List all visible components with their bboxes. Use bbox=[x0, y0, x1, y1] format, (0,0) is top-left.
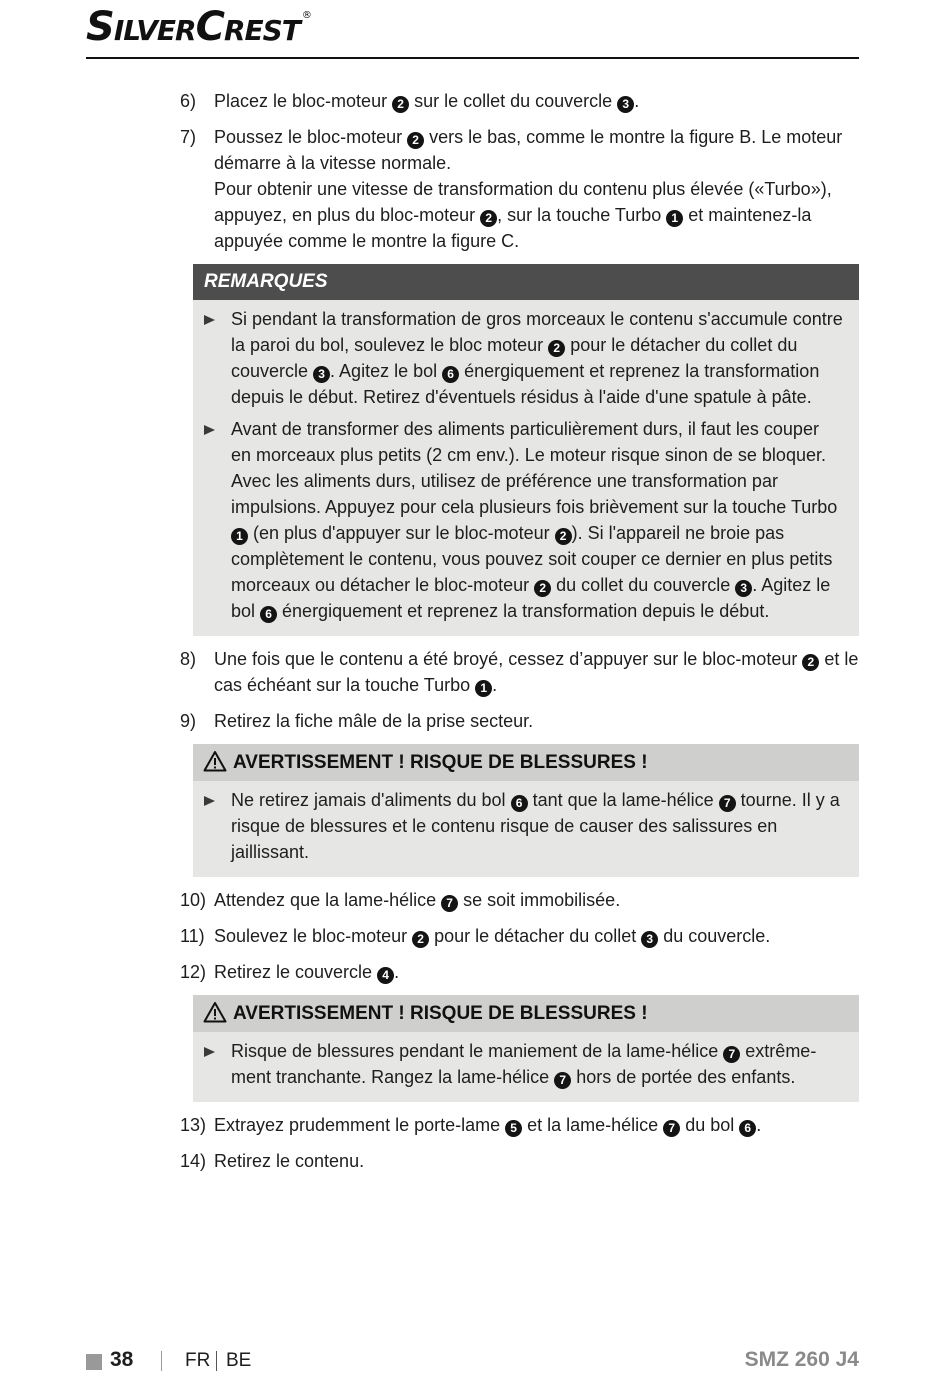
ref-6-badge: 6 bbox=[739, 1120, 756, 1137]
step-8: 8) Une fois que le contenu a été broyé, cessez d’appuyer sur le bloc-moteur 2 et le cas échéant sur la touche Turbo 1 . bbox=[180, 646, 860, 698]
step-10: 10) Attendez que la lame-hélice 7 se soit immobilisée. bbox=[180, 887, 860, 913]
remarks-box bbox=[193, 264, 859, 636]
warning-item: Risque de blessures pendant le maniement de la lame-hélice 7 extrême-ment tranchante. Rangez la lame-hélice 7 hors de portée des enfants. bbox=[203, 1038, 843, 1090]
language-code-be: BE bbox=[226, 1350, 252, 1371]
ref-3-badge: 3 bbox=[641, 931, 658, 948]
step-12: 12) Retirez le couvercle 4 . bbox=[180, 959, 860, 985]
step-9: 9) Retirez la fiche mâle de la prise secteur. bbox=[180, 708, 860, 734]
ref-4-badge: 4 bbox=[377, 967, 394, 984]
ref-3-badge: 3 bbox=[735, 580, 752, 597]
page-number: 38 bbox=[110, 1348, 134, 1371]
warning-title: AVERTISSEMENT ! RISQUE DE BLESSURES ! bbox=[193, 995, 859, 1032]
ref-6-badge: 6 bbox=[511, 795, 528, 812]
remarks-title: REMARQUES bbox=[193, 264, 859, 300]
warning-title: AVERTISSEMENT ! RISQUE DE BLESSURES ! bbox=[193, 744, 859, 781]
bullet-arrow-icon bbox=[204, 796, 215, 806]
step-number: 7) bbox=[180, 127, 197, 147]
ref-7-badge: 7 bbox=[441, 895, 458, 912]
bullet-arrow-icon bbox=[204, 1047, 215, 1057]
ref-2-badge: 2 bbox=[548, 340, 565, 357]
step-number: 12) bbox=[180, 962, 207, 982]
ref-7-badge: 7 bbox=[663, 1120, 680, 1137]
step-number: 6) bbox=[180, 91, 197, 111]
ref-5-badge: 5 bbox=[505, 1120, 522, 1137]
ref-2-badge: 2 bbox=[480, 210, 497, 227]
ref-1-badge: 1 bbox=[666, 210, 683, 227]
step-7: 7) Poussez le bloc-moteur 2 vers le bas, comme le montre la figure B. Le moteur démarre à la vitesse normale. Pour obtenir une vitesse de transformation du contenu plus élevée («Turbo»), appuyez, en plus du bloc-moteur 2 , sur la touche Turbo 1 et maintenez-la appuyée comme le montre la figure C. bbox=[180, 124, 860, 254]
step-11: 11) Soulevez le bloc-moteur 2 pour le détacher du collet 3 du couvercle. bbox=[180, 923, 860, 949]
step-number: 13) bbox=[180, 1115, 207, 1135]
manual-content bbox=[180, 88, 860, 1184]
step-13: 13) Extrayez prudemment le porte-lame 5 et la lame-hélice 7 du bol 6 . bbox=[180, 1112, 860, 1138]
ref-2-badge: 2 bbox=[412, 931, 429, 948]
step-number: 8) bbox=[180, 649, 197, 669]
step-number: 10) bbox=[180, 890, 207, 910]
ref-6-badge: 6 bbox=[260, 606, 277, 623]
step-6: 6) Placez le bloc-moteur 2 sur le collet du couvercle 3 . bbox=[180, 88, 860, 114]
step-number: 11) bbox=[180, 926, 205, 946]
step-number: 9) bbox=[180, 711, 197, 731]
ref-7-badge: 7 bbox=[554, 1072, 571, 1089]
ref-7-badge: 7 bbox=[719, 795, 736, 812]
step-14: 14) Retirez le contenu. bbox=[180, 1148, 860, 1174]
ref-2-badge: 2 bbox=[802, 654, 819, 671]
bullet-arrow-icon bbox=[204, 315, 215, 325]
ref-3-badge: 3 bbox=[617, 96, 634, 113]
footer-divider bbox=[161, 1351, 162, 1371]
ref-7-badge: 7 bbox=[723, 1046, 740, 1063]
warning-triangle-icon bbox=[203, 1001, 227, 1023]
remark-item: Si pendant la transformation de gros morceaux le contenu s'accumule contre la paroi du bol, soulevez le bloc moteur 2 pour le détacher du collet du couvercle 3 . Agitez le bol 6 énergiquement et reprenez la transformation depuis le début. Retirez d'éventuels résidus à l'aide d'une spatule à pâte. bbox=[203, 306, 843, 410]
bullet-arrow-icon bbox=[204, 425, 215, 435]
step-number: 14) bbox=[180, 1151, 207, 1171]
warning-box bbox=[193, 995, 859, 1102]
ref-1-badge: 1 bbox=[475, 680, 492, 697]
ref-3-badge: 3 bbox=[313, 366, 330, 383]
ref-2-badge: 2 bbox=[407, 132, 424, 149]
ref-6-badge: 6 bbox=[442, 366, 459, 383]
model-number: SMZ 260 J4 bbox=[744, 1348, 859, 1371]
header-rule bbox=[86, 57, 859, 59]
language-code-fr: FR bbox=[185, 1350, 211, 1371]
footer-divider bbox=[216, 1351, 217, 1371]
warning-triangle-icon bbox=[203, 750, 227, 772]
warning-item: Ne retirez jamais d'aliments du bol 6 tant que la lame-hélice 7 tourne. Il y a risque de blessures et le contenu risque de causer des salissures en jaillissant. bbox=[203, 787, 843, 865]
footer-square-icon bbox=[86, 1354, 102, 1370]
warning-box bbox=[193, 744, 859, 877]
remark-item: Avant de transformer des aliments particulièrement durs, il faut les couper en morceaux plus petits (2 cm env.). Le moteur risque sinon de se bloquer. Avec les aliments durs, utilisez de préférence une transformation par impulsions. Appuyez pour cela plusieurs fois brièvement sur la touche Turbo 1 (en plus d'appuyer sur le bloc-moteur 2 ). Si l'appareil ne broie pas complètement le contenu, vous pouvez soit couper ce dernier en plus petits morceaux ou détacher le bloc-moteur 2 du collet du couvercle 3 . Agitez le bol 6 énergiquement et reprenez la transformation depuis le début. bbox=[203, 416, 843, 624]
brand-logo: SILVERCREST ® bbox=[86, 4, 311, 50]
ref-2-badge: 2 bbox=[392, 96, 409, 113]
ref-2-badge: 2 bbox=[555, 528, 572, 545]
ref-2-badge: 2 bbox=[534, 580, 551, 597]
ref-1-badge: 1 bbox=[231, 528, 248, 545]
